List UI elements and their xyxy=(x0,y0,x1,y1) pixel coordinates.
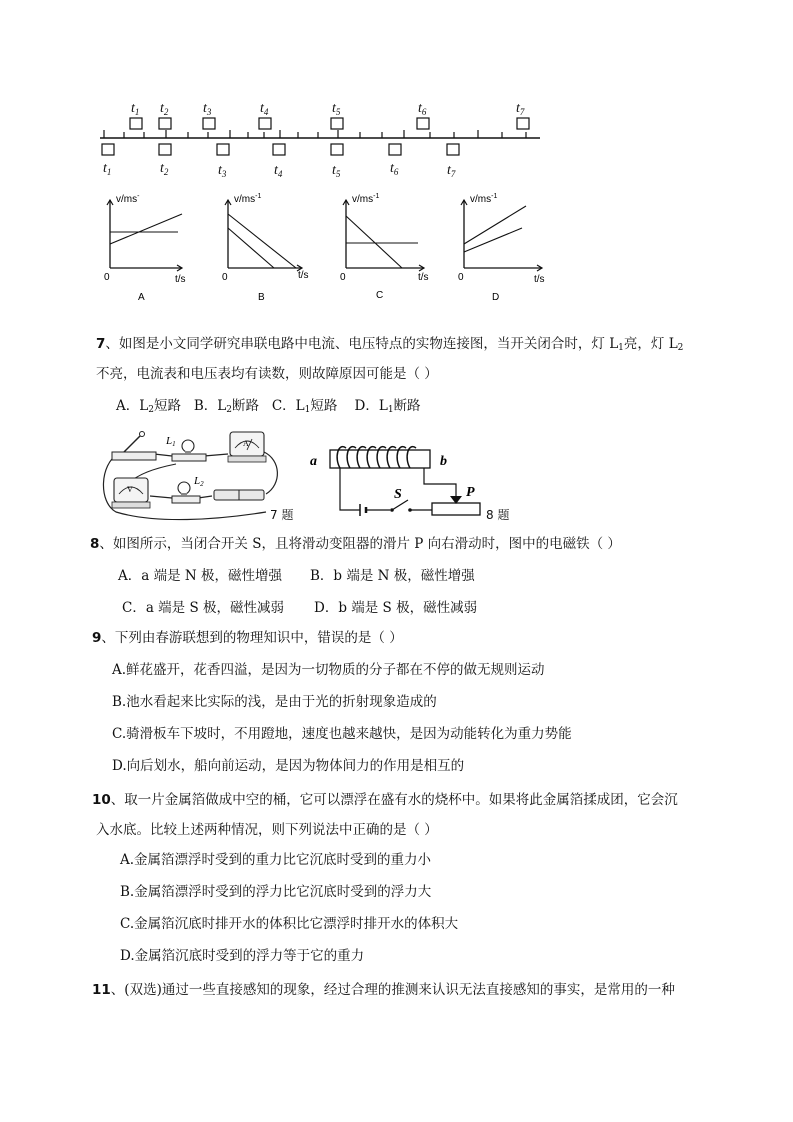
q8-option-c[interactable]: C．a 端是 S 极，磁性减弱 xyxy=(122,600,284,616)
timeline-top-label: $t_6$ xyxy=(418,101,427,117)
graph-c-ylabel: $v/ms^{-1}$ xyxy=(352,193,380,205)
figure-7-tag: 7 题 xyxy=(270,508,294,522)
graph-b-letter: B xyxy=(258,292,265,302)
graph-b-origin: 0 xyxy=(222,272,228,283)
rheostat-icon xyxy=(432,503,480,515)
q10-number: 10 xyxy=(92,792,111,808)
graph-c-letter: C xyxy=(376,290,384,301)
graph-b-xlabel: t/s xyxy=(298,270,309,281)
timeline-bottom-label: $t_1$ xyxy=(103,161,112,177)
graph-b-ylabel: $v/ms^{-1}$ xyxy=(234,193,262,205)
q10-line-1: 10、取一片金属箔做成中空的桶，它可以漂浮在盛有水的烧杯中。如果将此金属箔揉成团，它会沉 xyxy=(92,792,678,808)
timeline-bottom-label: $t_5$ xyxy=(332,163,341,179)
q8-option-a[interactable]: A．a 端是 N 极，磁性增强 xyxy=(118,568,282,584)
slider-label-p: P xyxy=(466,485,475,500)
vt-graph-d[interactable] xyxy=(450,190,552,302)
graph-a-xlabel: t/s xyxy=(175,274,186,285)
q9-option-c[interactable]: C.骑滑板车下坡时，不用蹬地，速度也越来越快，是因为动能转化为重力势能 xyxy=(112,726,572,742)
q10-option-c[interactable]: C.金属箔沉底时排开水的体积比它漂浮时排开水的体积大 xyxy=(120,916,459,932)
q10-line-2: 入水底。比较上述两种情况，则下列说法中正确的是（ ） xyxy=(96,822,438,838)
graph-a-letter: A xyxy=(138,292,145,302)
q10-option-b[interactable]: B.金属箔漂浮时受到的浮力比它沉底时受到的浮力大 xyxy=(120,884,432,900)
timeline-bottom-label: $t_3$ xyxy=(218,163,227,179)
timeline-top-label: $t_3$ xyxy=(203,101,212,117)
graph-c-origin: 0 xyxy=(340,272,346,283)
graph-a-ylabel: v/ms- xyxy=(116,193,140,205)
graph-d-ylabel: $v/ms^{-1}$ xyxy=(470,193,498,205)
timeline-top-label: $t_2$ xyxy=(160,101,169,117)
q11-number: 11 xyxy=(92,982,111,998)
q7-option-d[interactable]: D．$L_1$断路 xyxy=(354,398,421,415)
timeline-top-label: $t_1$ xyxy=(131,101,140,117)
q9-option-a[interactable]: A.鲜花盛开，花香四溢，是因为一切物质的分子都在不停的做无规则运动 xyxy=(112,662,545,678)
ammeter-letter: A xyxy=(243,439,249,448)
graph-d-origin: 0 xyxy=(458,272,464,283)
battery-icon xyxy=(214,490,264,500)
graph-d-xlabel: t/s xyxy=(534,274,545,285)
coil-end-b: b xyxy=(440,454,447,469)
graph-a-origin: 0 xyxy=(104,272,110,283)
q9-option-d[interactable]: D.向后划水，船向前运动，是因为物体间力的作用是相互的 xyxy=(112,758,465,774)
bulb-l2-icon xyxy=(172,475,204,503)
q10-option-a[interactable]: A.金属箔漂浮时受到的重力比它沉底时受到的重力小 xyxy=(120,852,432,868)
electromagnet-figure xyxy=(304,438,490,524)
timeline-bottom-label: $t_2$ xyxy=(160,161,169,177)
figure-8-tag: 8 题 xyxy=(486,508,510,522)
q8-option-b[interactable]: B．b 端是 N 极，磁性增强 xyxy=(310,568,475,584)
q9-number: 9 xyxy=(92,630,102,646)
q9-option-b[interactable]: B.池水看起来比实际的浅，是由于光的折射现象造成的 xyxy=(112,694,437,710)
voltmeter-letter: V xyxy=(127,485,133,494)
timeline-top-label: $t_4$ xyxy=(260,101,269,117)
label-l1: L1 xyxy=(166,435,176,448)
timeline-bottom-label: $t_6$ xyxy=(390,161,399,177)
q10-option-d[interactable]: D.金属箔沉底时受到的浮力等于它的重力 xyxy=(120,948,365,964)
q7-option-a[interactable]: A．$L_2$短路 xyxy=(116,398,181,415)
q7-number: 7 xyxy=(96,336,106,352)
timeline-bottom-label: $t_4$ xyxy=(274,163,283,179)
coil-end-a: a xyxy=(310,454,317,469)
q7-line-1: 7、如图是小文同学研究串联电路中电流、电压特点的实物连接图，当开关闭合时，灯 $L_1$亮，灯 $L_2$ xyxy=(96,336,684,353)
vt-graph-b[interactable] xyxy=(214,190,314,302)
q8-stem: 8、如图所示，当闭合开关 S，且将滑动变阻器的滑片 P 向右滑动时，图中的电磁铁（ ） xyxy=(90,536,621,552)
timeline-top-label: $t_5$ xyxy=(332,101,341,117)
q8-option-d[interactable]: D．b 端是 S 极，磁性减弱 xyxy=(314,600,478,616)
switch-label-s: S xyxy=(394,487,402,502)
voltmeter-icon xyxy=(112,478,150,508)
vt-graph-a[interactable] xyxy=(96,190,192,302)
label-l2: L2 xyxy=(194,475,204,488)
ammeter-icon xyxy=(228,432,266,462)
bulb-l1-icon xyxy=(165,435,206,461)
vt-graph-c[interactable] xyxy=(332,190,436,302)
q7-options[interactable] xyxy=(116,396,421,416)
q7-option-b[interactable]: B．$L_2$断路 xyxy=(193,398,259,415)
graph-c-xlabel: t/s xyxy=(418,272,429,283)
q7-option-c[interactable]: C．$L_1$短路 xyxy=(271,398,338,415)
q11-line-1: 11、(双选)通过一些直接感知的现象，经过合理的推测来认识无法直接感知的事实，是常用的一种 xyxy=(92,982,675,998)
dot-timeline-figure xyxy=(92,96,552,182)
q7-line-2: 不亮，电流表和电压表均有读数，则故障原因可能是（ ） xyxy=(96,366,438,382)
timeline-top-label: $t_7$ xyxy=(516,101,525,117)
switch-icon xyxy=(112,432,156,461)
timeline-bottom-label: $t_7$ xyxy=(447,163,456,179)
q9-stem: 9、下列由春游联想到的物理知识中，错误的是（ ） xyxy=(92,630,403,646)
graph-d-letter: D xyxy=(492,292,500,302)
q8-number: 8 xyxy=(90,536,100,552)
